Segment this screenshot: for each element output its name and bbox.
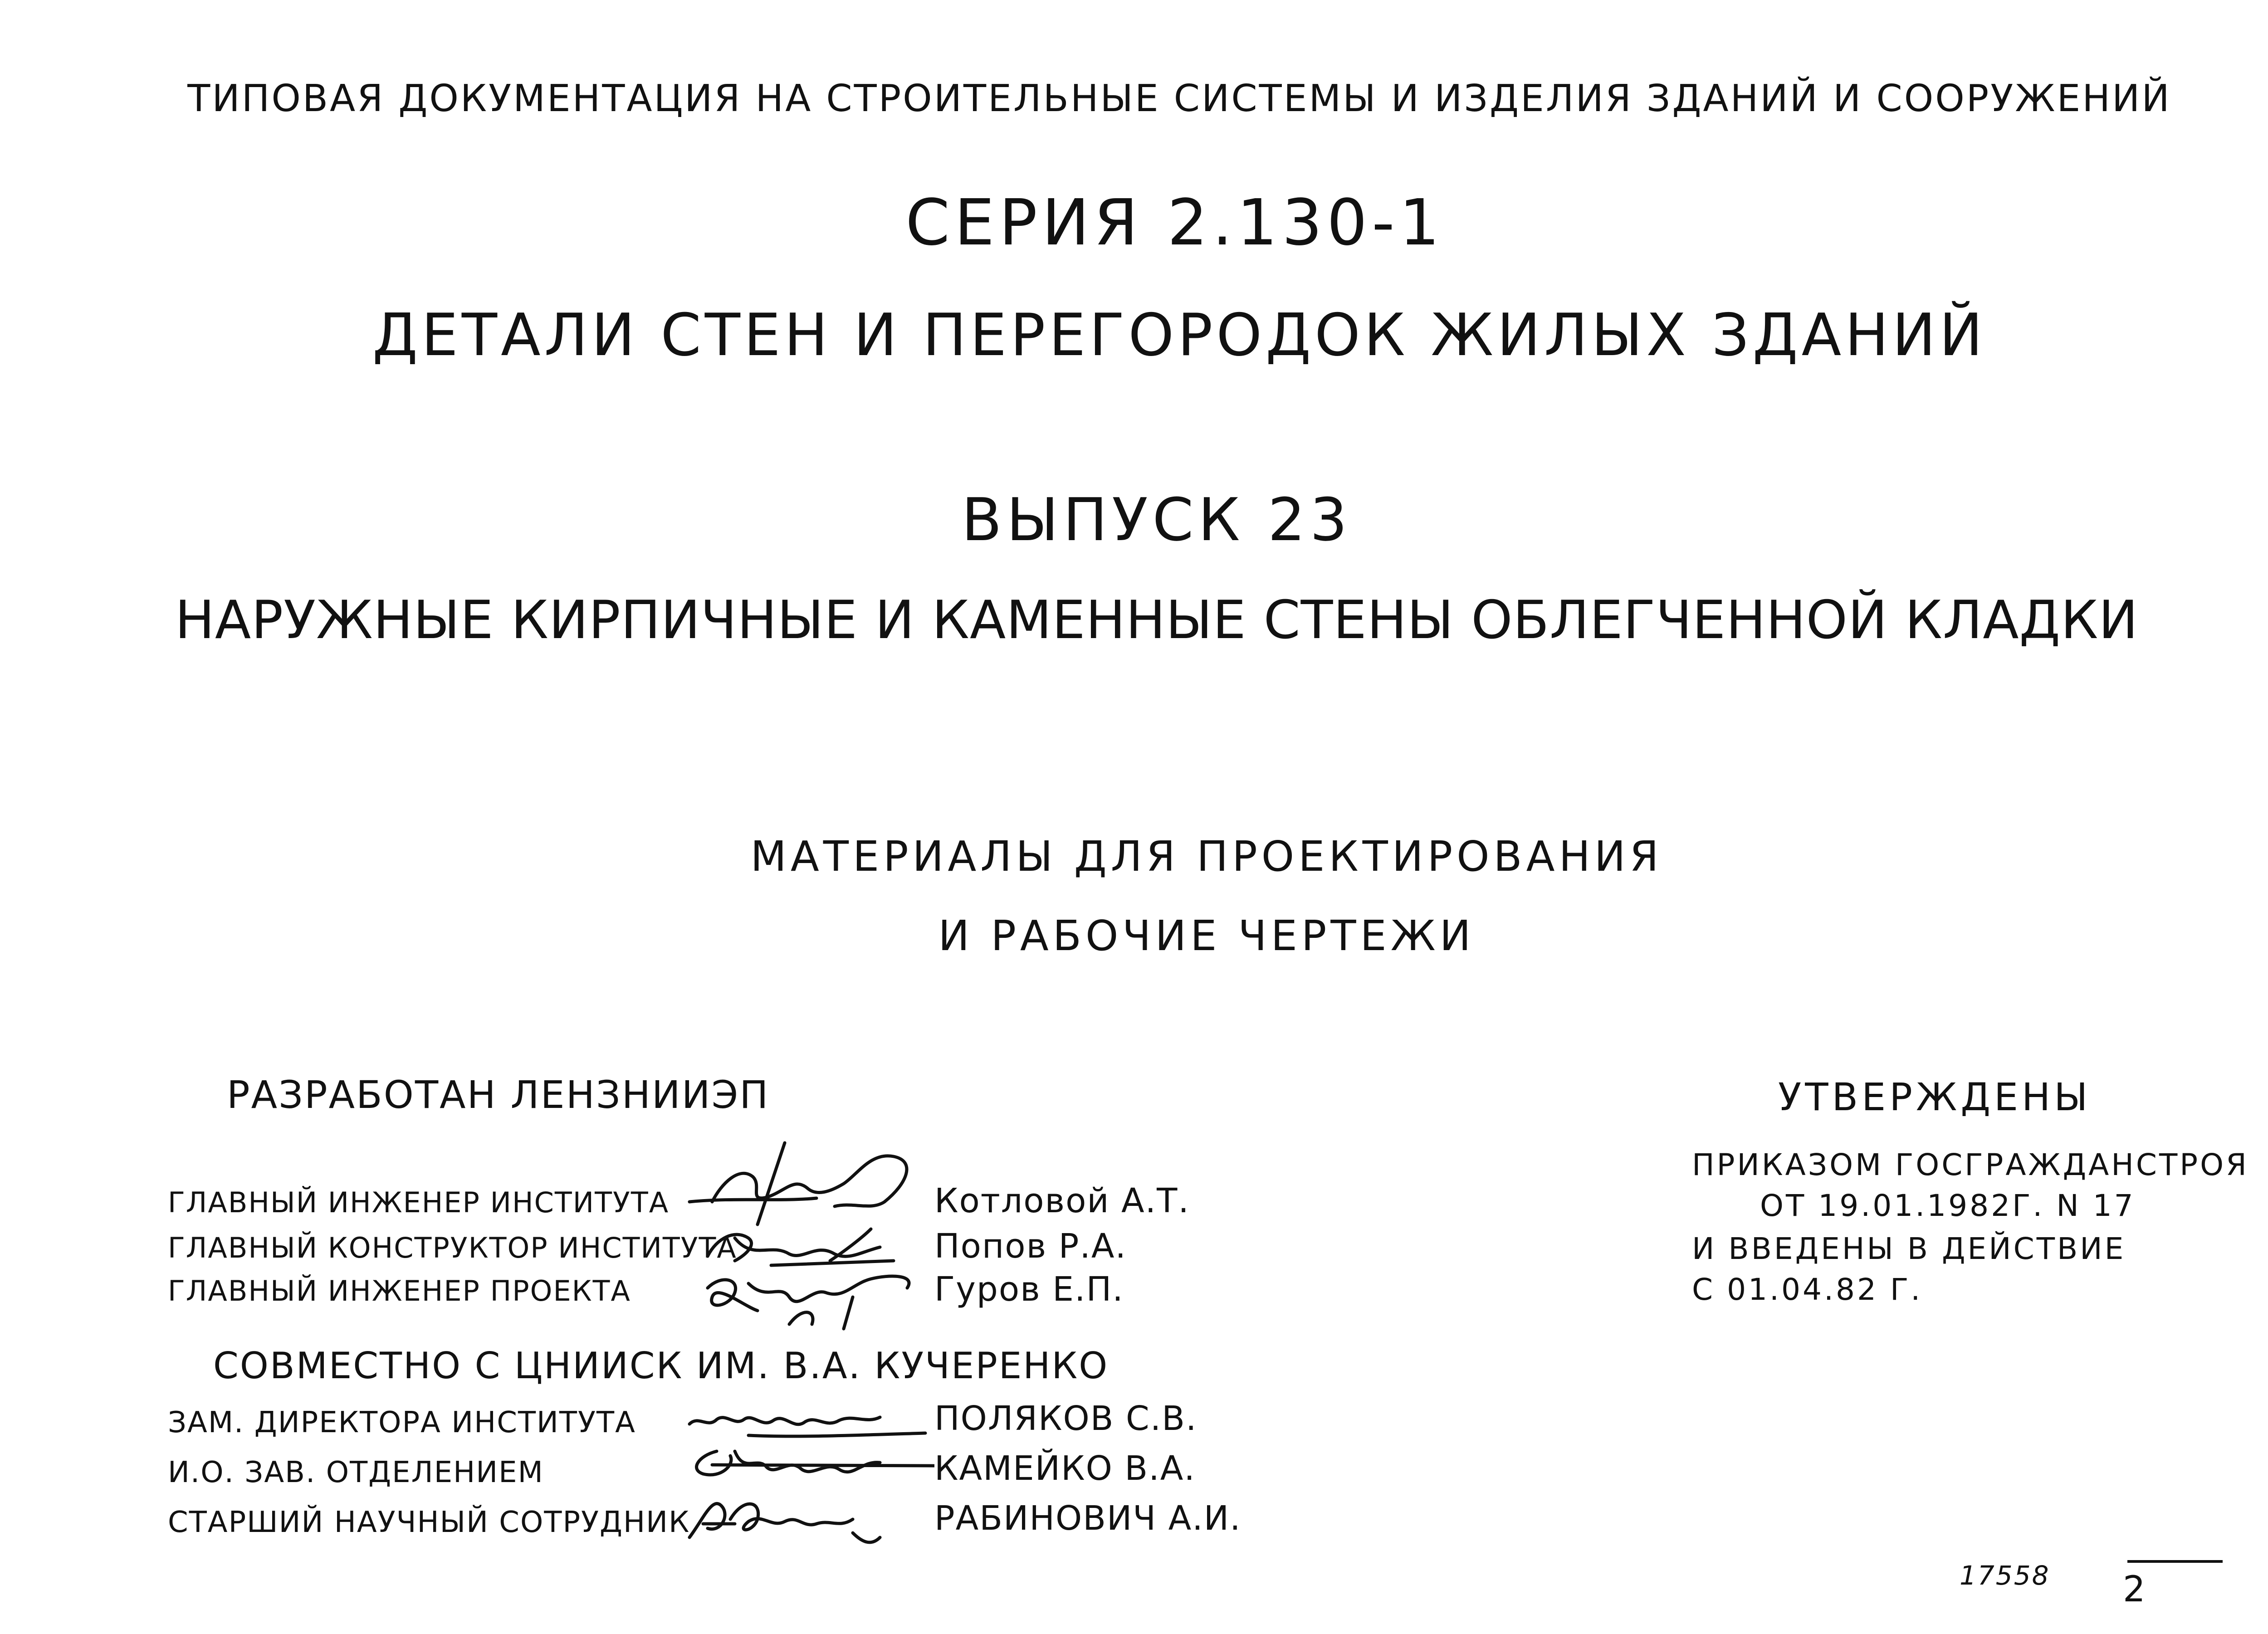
approval-order: ПРИКАЗОМ ГОСГРАЖДАНСТРОЯ [1692,1147,2249,1182]
signatory-name: КАМЕЙКО В.А. [934,1449,1196,1488]
issue-subtitle: НАРУЖНЫЕ КИРПИЧНЫЕ И КАМЕННЫЕ СТЕНЫ ОБЛЕГЧЕННОЙ КЛАДКИ [175,590,2139,651]
signatory-name: Попов Р.А. [934,1227,1127,1266]
signatory-name: Котловой А.Т. [934,1181,1190,1220]
approval-title: УТВЕРЖДЕНЫ [1778,1075,2092,1119]
signatory-role: ГЛАВНЫЙ ИНЖЕНЕР ИНСТИТУТА [168,1186,670,1219]
signatory-role: ЗАМ. ДИРЕКТОРА ИНСТИТУТА [168,1406,636,1439]
signature-mark [680,1478,934,1556]
signatory-name: ПОЛЯКОВ С.В. [934,1399,1198,1438]
approval-effective: И ВВЕДЕНЫ В ДЕЙСТВИЕ [1692,1231,2126,1266]
joint-development-title: СОВМЕСТНО С ЦНИИСК ИМ. В.А. КУЧЕРЕНКО [213,1345,1109,1387]
series-label: СЕРИЯ 2.130-1 [905,186,1444,260]
sheet-code: 17558 [1960,1560,2050,1591]
main-title: ДЕТАЛИ СТЕН И ПЕРЕГОРОДОК ЖИЛЫХ ЗДАНИЙ [372,302,1986,369]
page-number: 2 [2123,1569,2146,1610]
signatory-role: И.О. ЗАВ. ОТДЕЛЕНИЕМ [168,1456,544,1489]
signatory-role: ГЛАВНЫЙ КОНСТРУКТОР ИНСТИТУТА [168,1231,737,1264]
developed-by-title: РАЗРАБОТАН ЛЕНЗНИИЭП [227,1073,770,1117]
signatory-role: СТАРШИЙ НАУЧНЫЙ СОТРУДНИК [168,1506,690,1539]
signatory-name: РАБИНОВИЧ А.И. [934,1499,1242,1538]
signatory-role: ГЛАВНЫЙ ИНЖЕНЕР ПРОЕКТА [168,1274,631,1307]
document-header: ТИПОВАЯ ДОКУМЕНТАЦИЯ НА СТРОИТЕЛЬНЫЕ СИСТЕМЫ И ИЗДЕЛИЯ ЗДАНИЙ И СООРУЖЕНИЙ [187,77,2171,120]
approval-date: ОТ 19.01.1982Г. N 17 [1760,1188,2136,1223]
page-number-rule [2127,1560,2223,1563]
signature-mark [680,1256,934,1333]
issue-label: ВЫПУСК 23 [961,485,1352,554]
materials-line-1: МАТЕРИАЛЫ ДЛЯ ПРОЕКТИРОВАНИЯ [750,832,1663,881]
signatory-name: Гуров Е.П. [934,1270,1124,1309]
approval-effective-date: С 01.04.82 Г. [1692,1272,1923,1307]
materials-line-2: И РАБОЧИЕ ЧЕРТЕЖИ [938,912,1475,960]
